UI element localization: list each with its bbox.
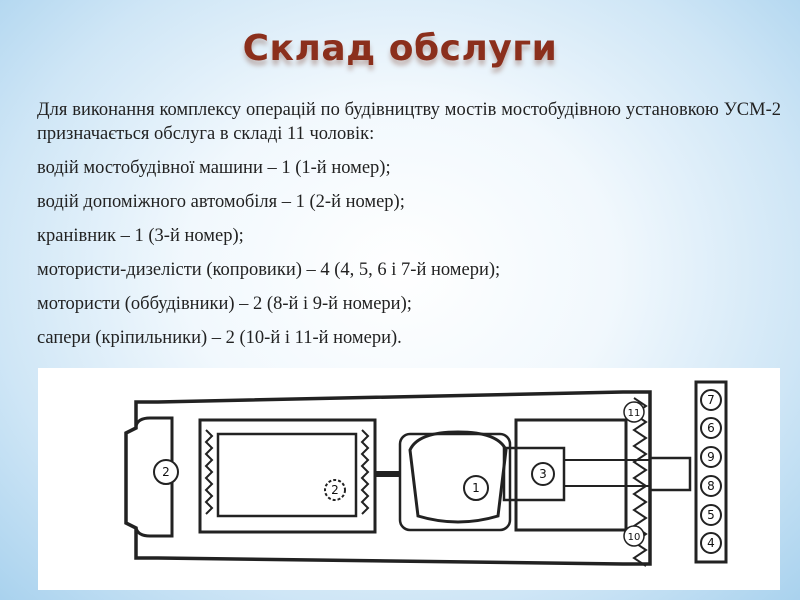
column-marker-4: 4 [707,536,715,550]
crew-item-2: водій допоміжного автомобіля – 1 (2-й номер); [37,192,405,212]
marker-2-secondary: 2 [331,483,339,497]
marker-1: 1 [472,481,480,495]
slide-body [37,98,781,360]
engine-spring-left [206,430,212,514]
intro-paragraph: Для виконання комплексу операцій по будівництву мостів мостобудівною установкою УСМ-2 призначається обслуга в складі 11 чоловік: [37,100,781,144]
crew-layout-diagram [38,368,780,590]
marker-3: 3 [539,467,547,481]
diagram-svg [38,368,780,590]
marker-11: 11 [627,408,641,419]
rear-extension [650,458,690,490]
driver-seat [410,432,506,522]
column-marker-9: 9 [707,450,715,464]
crew-item-1: водій мостобудівної машини – 1 (1-й номер); [37,158,391,178]
engine-spring-right [362,430,368,514]
crew-item-5: мотористи (оббудівники) – 2 (8-й і 9-й номери); [37,294,412,314]
column-marker-5: 5 [707,508,715,522]
column-marker-6: 6 [707,421,715,435]
crew-item-3: кранівник – 1 (3-й номер); [37,226,244,246]
engine-inner [218,434,356,516]
marker-2: 2 [162,465,170,479]
marker-10: 10 [627,532,641,543]
column-marker-8: 8 [707,479,715,493]
crew-item-6: сапери (кріпильники) – 2 (10-й і 11-й номери). [37,328,402,348]
slide-title: Склад обслуги [242,28,558,69]
column-marker-7: 7 [707,393,715,407]
crew-item-4: мотористи-дизелісти (копровики) – 4 (4, 5, 6 і 7-й номери); [37,260,501,280]
